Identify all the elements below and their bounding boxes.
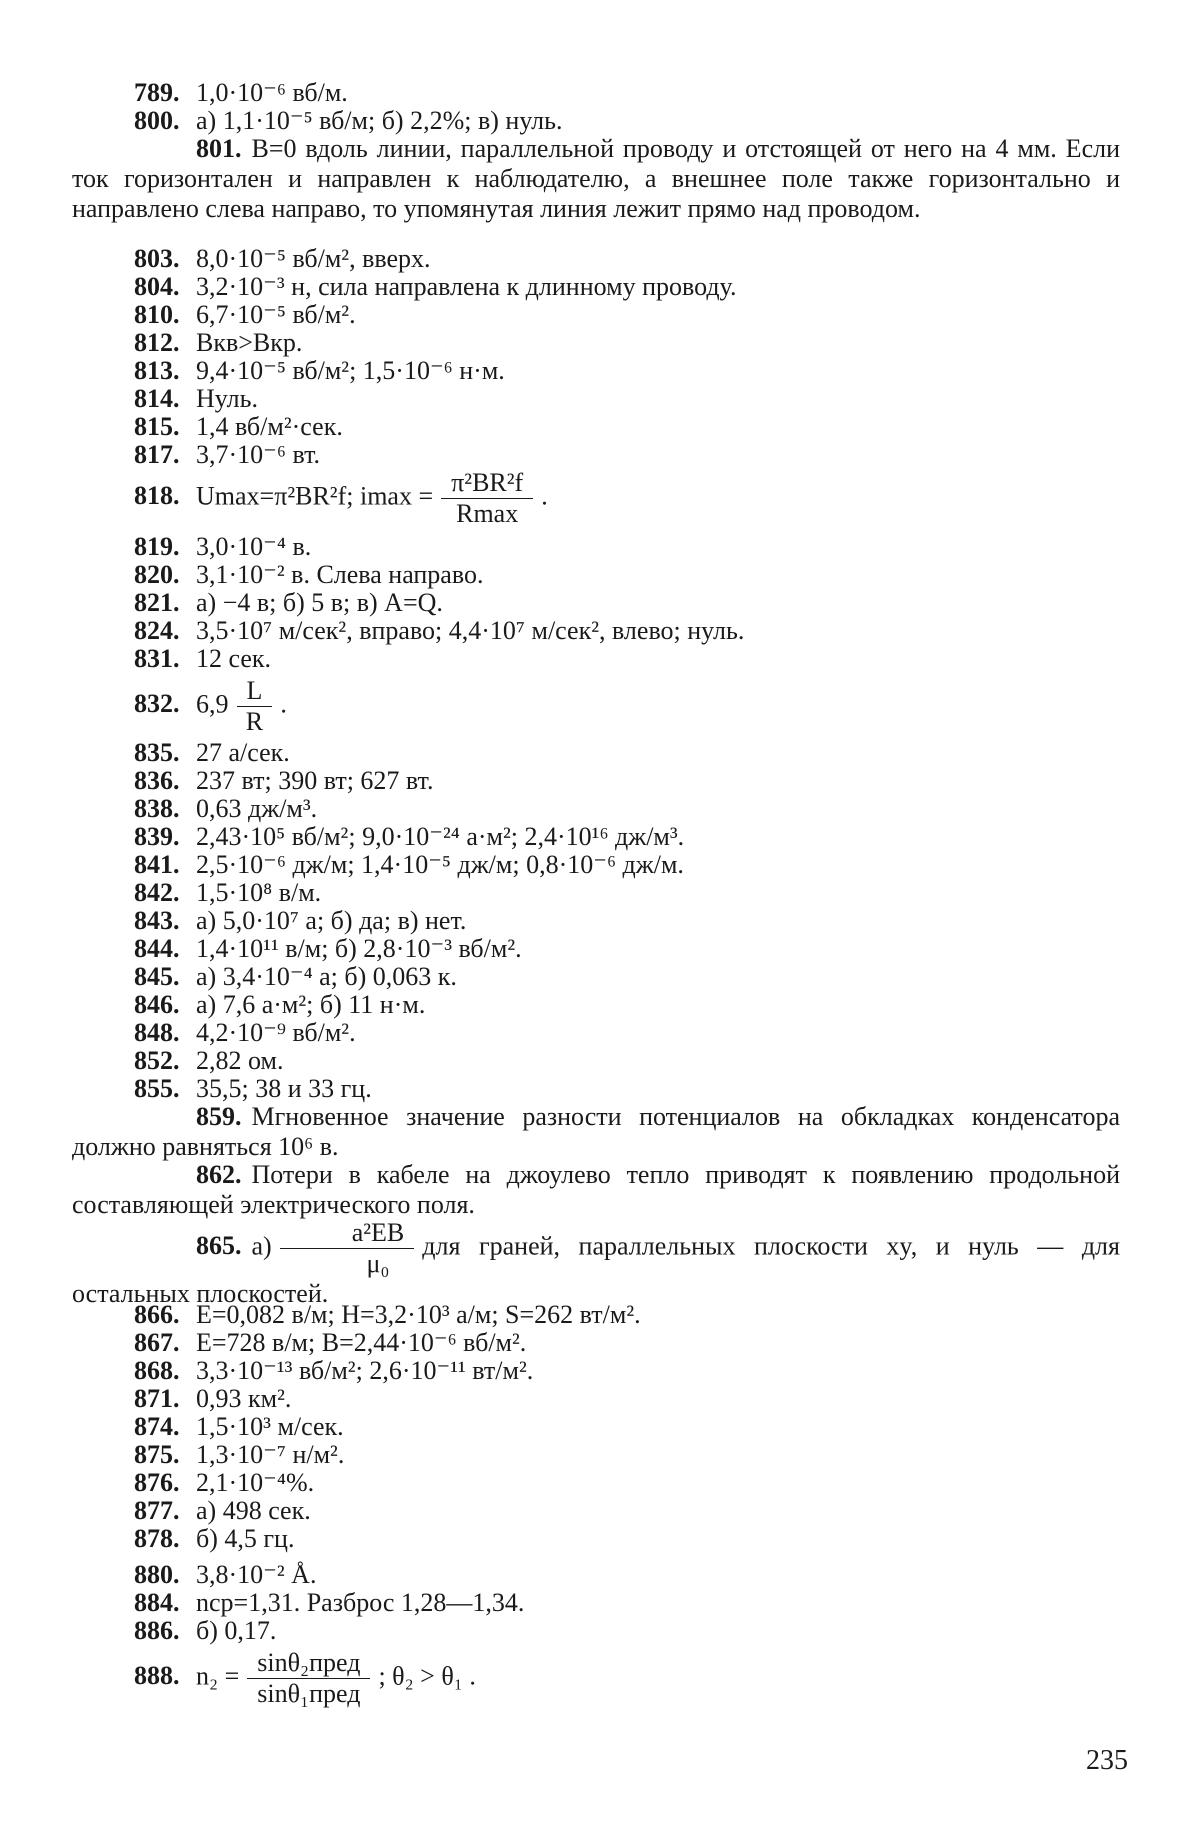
answer-text: 0,93 км². (196, 1384, 292, 1413)
answer-874 (72, 1412, 1120, 1442)
answer-884 (72, 1588, 1120, 1618)
answer-843 (72, 906, 1120, 936)
answer-855 (72, 1074, 1120, 1104)
answer-number: 832. (134, 689, 180, 719)
answer-number: 818. (134, 481, 180, 511)
fraction (247, 1648, 370, 1709)
answer-number: 848. (134, 1018, 180, 1047)
answer-876 (72, 1468, 1120, 1498)
answer-844 (72, 934, 1120, 964)
answer-812 (72, 328, 1120, 358)
answer-835 (72, 738, 1120, 768)
answer-text: 3,5·10⁷ м/сек², вправо; 4,4·10⁷ м/сек², влево; нуль. (196, 616, 745, 645)
answer-number: 814. (134, 384, 180, 413)
answer-number: 804. (134, 272, 180, 301)
fraction-numerator: L (237, 676, 273, 707)
fraction-numerator: a²EB (280, 1218, 415, 1249)
answer-number: 813. (134, 356, 180, 385)
answer-number: 846. (134, 990, 180, 1019)
answer-number: 877. (134, 1496, 180, 1525)
answer-text: 3,7·10⁻⁶ вт. (196, 440, 320, 469)
answer-800 (72, 106, 1120, 136)
answer-number: 812. (134, 328, 180, 357)
fraction-numerator: sinθ₂пред (247, 1648, 370, 1679)
answer-878 (72, 1524, 1120, 1554)
answer-number: 884. (134, 1588, 180, 1617)
answer-number: 842. (134, 878, 180, 907)
answer-text: E=0,082 в/м; H=3,2·10³ а/м; S=262 вт/м². (196, 1300, 641, 1329)
answer-number: 789. (134, 78, 180, 107)
answer-817 (72, 440, 1120, 470)
answer-text: Bкв>Bкр. (196, 328, 303, 357)
answer-text: 1,0·10⁻⁶ вб/м. (196, 78, 348, 107)
answer-text: 2,1·10⁻⁴%. (196, 1468, 315, 1497)
answer-867 (72, 1328, 1120, 1358)
answer-text: 2,5·10⁻⁶ дж/м; 1,4·10⁻⁵ дж/м; 0,8·10⁻⁶ дж/м. (196, 850, 684, 879)
answer-number: 871. (134, 1384, 180, 1413)
answer-789 (72, 78, 1120, 108)
answer-number: 821. (134, 588, 180, 617)
answer-838 (72, 794, 1120, 824)
answer-832 (72, 676, 1120, 737)
answer-number: 852. (134, 1046, 180, 1075)
answer-836 (72, 766, 1120, 796)
answer-875 (72, 1440, 1120, 1470)
answer-text: 3,8·10⁻² Å. (196, 1560, 317, 1589)
answer-text: б) 0,17. (196, 1616, 277, 1645)
answer-text: а) −4 в; б) 5 в; в) A=Q. (196, 588, 443, 617)
answer-number: 820. (134, 560, 180, 589)
answer-839 (72, 822, 1120, 852)
answer-text: 1,5·10⁸ в/м. (196, 878, 322, 907)
answer-number: 845. (134, 962, 180, 991)
formula-left: а) (251, 1231, 272, 1261)
formula-left: 6,9 (196, 689, 229, 719)
answer-text: а) 5,0·10⁷ а; б) да; в) нет. (196, 906, 467, 935)
answer-text: 1,5·10³ м/сек. (196, 1412, 344, 1441)
answer-877 (72, 1496, 1120, 1526)
answer-815 (72, 412, 1120, 442)
formula-right: для граней, параллельных плоскости xy, и нуль — для остальных плоскостей. (72, 1231, 1120, 1308)
answer-number: 865. (196, 1231, 242, 1261)
answer-number: 836. (134, 766, 180, 795)
answer-text: а) 498 сек. (196, 1496, 311, 1525)
formula-right: . (541, 481, 548, 511)
answer-text: 1,3·10⁻⁷ н/м². (196, 1440, 345, 1469)
formula-left: Umax=π²BR²f; imax = (196, 481, 434, 511)
answer-text: б) 4,5 гц. (196, 1524, 295, 1553)
answer-842 (72, 878, 1120, 908)
answer-number: 839. (134, 822, 180, 851)
answer-text: 27 а/сек. (196, 738, 290, 767)
answer-text: E=728 в/м; B=2,44·10⁻⁶ вб/м². (196, 1328, 527, 1357)
answer-number: 875. (134, 1440, 180, 1469)
answer-801 (72, 134, 1120, 224)
answer-880 (72, 1560, 1120, 1590)
answer-number: 844. (134, 934, 180, 963)
answer-831 (72, 644, 1120, 674)
answer-number: 801. (196, 134, 242, 163)
fraction-denominator: R (245, 707, 264, 736)
answer-number: 824. (134, 616, 180, 645)
answer-810 (72, 300, 1120, 330)
answer-number: 815. (134, 412, 180, 441)
answer-text: 9,4·10⁻⁵ вб/м²; 1,5·10⁻⁶ н·м. (196, 356, 505, 385)
answer-number: 810. (134, 300, 180, 329)
answer-862 (72, 1160, 1120, 1220)
answer-number: 831. (134, 644, 180, 673)
answer-text: Мгновенное значение разности потенциалов на обкладках конденсатора должно равняться 10⁶ в. (72, 1102, 1120, 1161)
fraction (280, 1218, 415, 1279)
answer-number: 803. (134, 244, 180, 273)
answer-number: 841. (134, 850, 180, 879)
answer-text: 237 вт; 390 вт; 627 вт. (196, 766, 434, 795)
answer-841 (72, 850, 1120, 880)
answer-number: 817. (134, 440, 180, 469)
answer-846 (72, 990, 1120, 1020)
answer-number: 866. (134, 1300, 180, 1329)
answer-number: 835. (134, 738, 180, 767)
answer-number: 880. (134, 1560, 180, 1589)
answer-814 (72, 384, 1120, 414)
answer-text: Нуль. (196, 384, 258, 413)
answer-859 (72, 1102, 1120, 1162)
answer-number: 838. (134, 794, 180, 823)
answer-803 (72, 244, 1120, 274)
answer-number: 888. (134, 1661, 180, 1691)
answer-text: 12 сек. (196, 644, 272, 673)
answer-number: 800. (134, 106, 180, 135)
answer-text: 2,82 ом. (196, 1046, 284, 1075)
answer-text: 35,5; 38 и 33 гц. (196, 1074, 372, 1103)
answer-text: 3,1·10⁻² в. Слева направо. (196, 560, 484, 589)
answer-number: 886. (134, 1616, 180, 1645)
answer-text: 2,43·10⁵ вб/м²; 9,0·10⁻²⁴ а·м²; 2,4·10¹⁶ дж/м³. (196, 822, 685, 851)
answer-text: 3,2·10⁻³ н, сила направлена к длинному проводу. (196, 272, 737, 301)
answer-text: 1,4 вб/м²·сек. (196, 412, 343, 441)
answer-text: а) 3,4·10⁻⁴ а; б) 0,063 к. (196, 962, 457, 991)
answer-text: 3,3·10⁻¹³ вб/м²; 2,6·10⁻¹¹ вт/м². (196, 1356, 534, 1385)
fraction-denominator: Rmax (456, 499, 519, 528)
answer-number: 868. (134, 1356, 180, 1385)
answer-886 (72, 1616, 1120, 1646)
answer-number: 819. (134, 532, 180, 561)
answer-text: B=0 вдоль линии, параллельной проводу и отстоящей от него на 4 мм. Если ток горизонтален и направлен к наблюдателю, а внешнее поле также горизонтально и направлено слева направо, то упомянутая линия лежит прямо над проводом. (72, 134, 1120, 223)
answer-text: 4,2·10⁻⁹ вб/м². (196, 1018, 356, 1047)
answer-text: а) 1,1·10⁻⁵ вб/м; б) 2,2%; в) нуль. (196, 106, 563, 135)
answer-number: 862. (196, 1160, 242, 1189)
answer-819 (72, 532, 1120, 562)
answer-text: 6,7·10⁻⁵ вб/м². (196, 300, 356, 329)
formula-left: n₂ = (196, 1661, 240, 1691)
answer-number: 874. (134, 1412, 180, 1441)
answer-818 (72, 468, 1120, 529)
answer-number: 878. (134, 1524, 180, 1553)
answer-821 (72, 588, 1120, 618)
fraction-numerator: π²BR²f (441, 468, 533, 499)
answer-text: Потери в кабеле на джоулево тепло приводят к появлению продольной составляющей электрического поля. (72, 1160, 1120, 1219)
answer-text: 3,0·10⁻⁴ в. (196, 532, 312, 561)
answer-number: 855. (134, 1074, 180, 1103)
answer-text: nср=1,31. Разброс 1,28—1,34. (196, 1588, 525, 1617)
answer-number: 867. (134, 1328, 180, 1357)
fraction-denominator: sinθ₁пред (257, 1679, 361, 1708)
answer-868 (72, 1356, 1120, 1386)
answer-852 (72, 1046, 1120, 1076)
answer-text: 1,4·10¹¹ в/м; б) 2,8·10⁻³ вб/м². (196, 934, 522, 963)
answer-820 (72, 560, 1120, 590)
answer-text: 8,0·10⁻⁵ вб/м², вверх. (196, 244, 431, 273)
answer-number: 859. (196, 1102, 242, 1131)
answer-845 (72, 962, 1120, 992)
answer-871 (72, 1384, 1120, 1414)
answer-888 (72, 1648, 1120, 1709)
answer-text: а) 7,6 а·м²; б) 11 н·м. (196, 990, 426, 1019)
answer-824 (72, 616, 1120, 646)
fraction (237, 676, 273, 737)
page-number: 235 (1086, 1745, 1128, 1776)
answer-813 (72, 356, 1120, 386)
answer-848 (72, 1018, 1120, 1048)
formula-right: . (280, 689, 287, 719)
answer-number: 876. (134, 1468, 180, 1497)
formula-right: ; θ₂ > θ₁ . (378, 1661, 476, 1691)
answer-804 (72, 272, 1120, 302)
answer-number: 843. (134, 906, 180, 935)
answer-text: 0,63 дж/м³. (196, 794, 318, 823)
fraction-denominator: μ₀ (366, 1249, 390, 1278)
fraction (441, 468, 533, 529)
answer-865 (72, 1218, 1120, 1309)
answer-866 (72, 1300, 1120, 1330)
